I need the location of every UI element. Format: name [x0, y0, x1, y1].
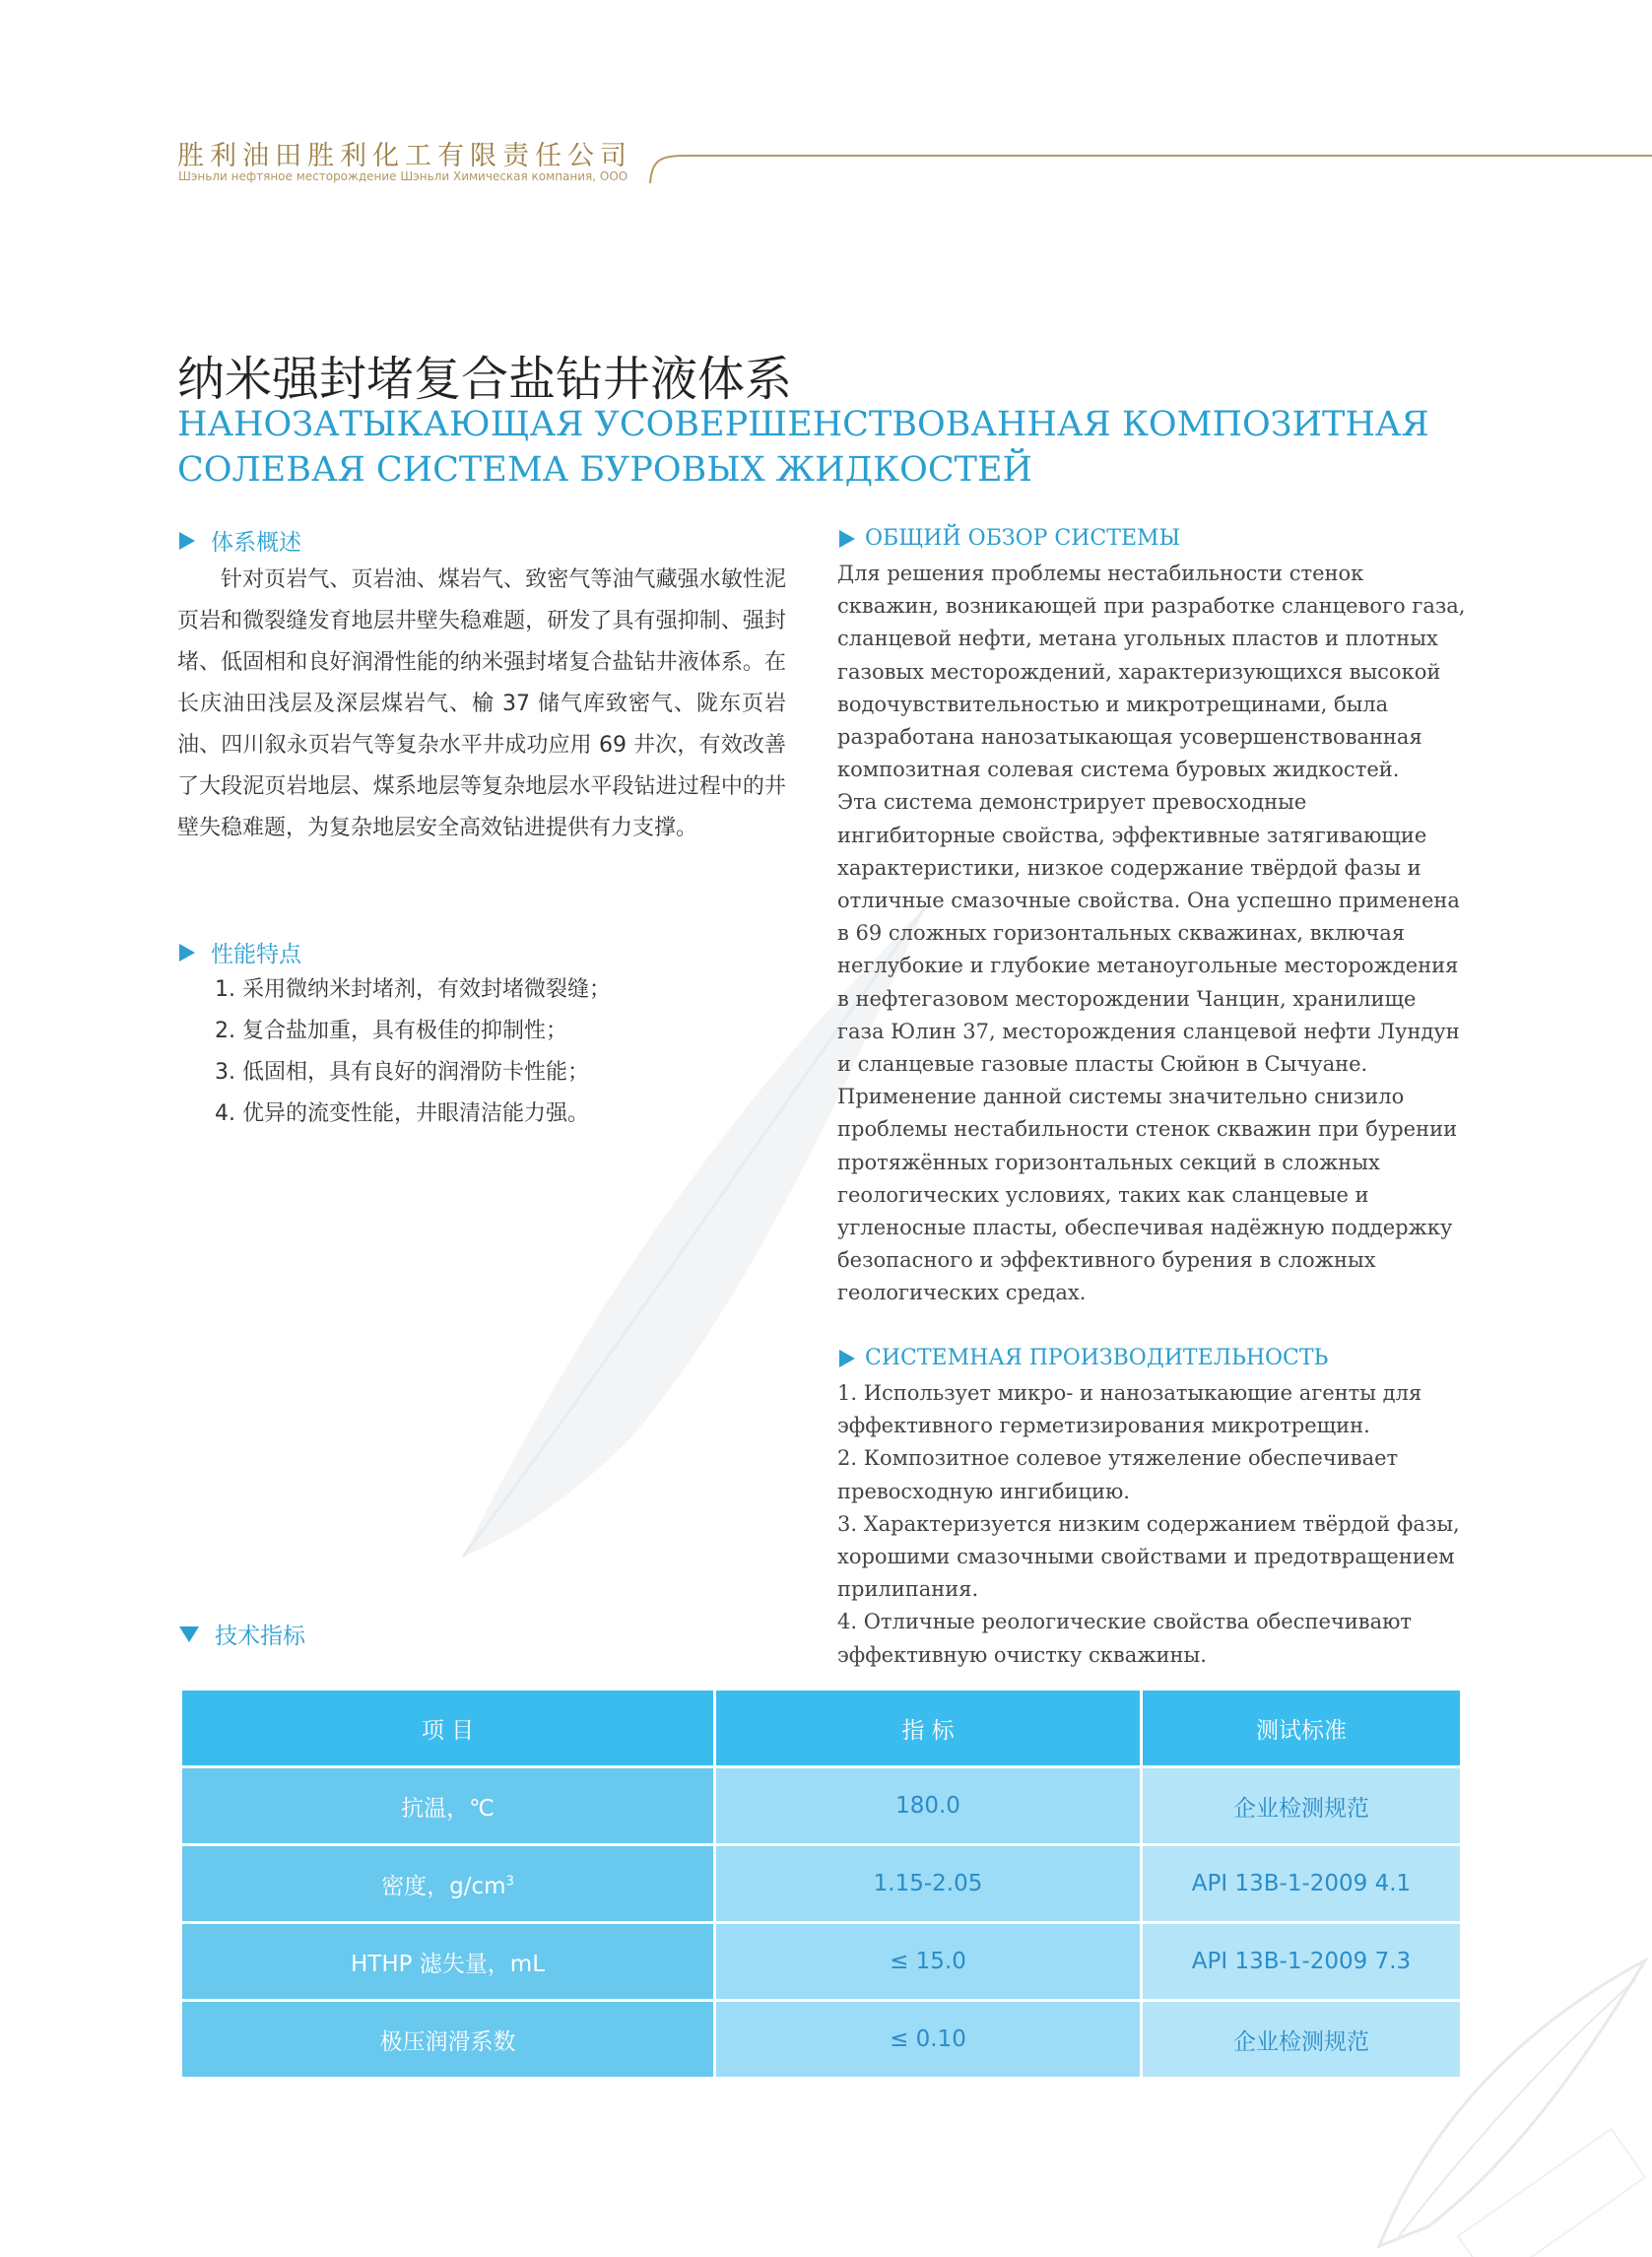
table-cell-value: 180.0	[715, 1767, 1142, 1845]
features-cn-list	[215, 969, 766, 1135]
table-cell-standard: API 13B-1-2009 4.1	[1142, 1845, 1462, 1923]
page-title-ru: НАНОЗАТЫКАЮЩАЯ УСОВЕРШЕНСТВОВАННАЯ КОМПОЗИТНАЯ СОЛЕВАЯ СИСТЕМА БУРОВЫХ ЖИДКОСТЕЙ	[177, 405, 1429, 490]
item-text: 密度，g/cm	[381, 1873, 506, 1899]
table-row	[181, 1767, 1462, 1845]
list-item: 4. Отличные реологические свойства обеспечивают эффективную очистку скважины.	[837, 1610, 1413, 1667]
list-item: 3. Характеризуется низким содержанием твёрдой фазы, хорошими смазочными свойствами и предотвращением прилипания.	[837, 1511, 1460, 1602]
overview-cn-heading-text: 体系概述	[211, 530, 301, 556]
overview-ru-heading	[839, 526, 1180, 551]
column-header: 测试标准	[1142, 1690, 1462, 1767]
list-item: 1. Использует микро- и нанозатыкающие агенты для эффективного герметизирования микротрещин.	[837, 1381, 1422, 1438]
tech-heading-text: 技术指标	[215, 1624, 305, 1649]
paragraph: Для решения проблемы нестабильности стенок скважин, возникающей при разработке сланцевого газа, сланцевой нефти, метана угольных пластов и плотных газовых месторождений, характеризующихся высокой водочувствительностью и микротрещинами, была разработана нанозатыкающая усовершенствованная композитная солевая система буровых жидкостей.	[837, 562, 1466, 782]
table-cell-value: 1.15-2.05	[715, 1845, 1142, 1923]
arrow-right-icon	[179, 944, 195, 962]
arrow-right-icon	[839, 530, 855, 548]
table-cell-item: 抗温，℃	[181, 1767, 715, 1845]
table-cell-standard: API 13B-1-2009 7.3	[1142, 1923, 1462, 2001]
list-item: 2. Композитное солевое утяжеление обеспечивает превосходную ингибицию.	[837, 1446, 1399, 1503]
performance-ru-heading-text: СИСТЕМНАЯ ПРОИЗВОДИТЕЛЬНОСТЬ	[865, 1346, 1329, 1370]
overview-cn-heading	[179, 524, 301, 557]
table-header-row	[181, 1690, 1462, 1767]
company-name-ru: Шэньли нефтяное месторождение Шэньли Химическая компания, ООО	[178, 169, 628, 183]
overview-ru-heading-text: ОБЩИЙ ОБЗОР СИСТЕМЫ	[865, 526, 1181, 551]
table-cell-value: ≤ 0.10	[715, 2001, 1142, 2079]
company-name-cn: 胜利油田胜利化工有限责任公司	[177, 141, 632, 171]
paragraph: Эта система демонстрирует превосходные ингибиторные свойства, эффективные затягивающие характеристики, низкое содержание твёрдой фазы и отличные смазочные свойства. Она успешно применена в 69 сложных горизонтальных скважинах, включая неглубокие и глубокие метаноугольные месторождения в нефтегазовом месторождении Чанцин, хранилище газа Юлин 37, месторождения сланцевой нефти Лундун и сланцевые газовые пласты Сюйюн в Сычуане.	[837, 790, 1460, 1077]
table-cell-item: HTHP 滤失量，mL	[181, 1923, 715, 2001]
item-superscript: 3	[505, 1873, 514, 1889]
tech-spec-table	[179, 1688, 1463, 2080]
table-row	[181, 1845, 1462, 1923]
arrow-right-icon	[179, 532, 195, 550]
table-row	[181, 1923, 1462, 2001]
table-cell-value: ≤ 15.0	[715, 1923, 1142, 2001]
overview-ru-body	[837, 558, 1468, 1310]
paragraph: Применение данной системы значительно снизило проблемы нестабильности стенок скважин при бурении протяжённых горизонтальных секций в сложных геологических условиях, таких как сланцевые и угленосные пласты, обеспечивая надёжную поддержку безопасного и эффективного бурения в сложных геологических средах.	[837, 1085, 1458, 1305]
table-cell-standard: 企业检测规范	[1142, 1767, 1462, 1845]
list-item: 1. 采用微纳米封堵剂，有效封堵微裂缝；	[215, 977, 611, 1002]
column-header: 指 标	[715, 1690, 1142, 1767]
arrow-right-icon	[839, 1350, 855, 1367]
table-row	[181, 2001, 1462, 2079]
list-item: 3. 低固相，具有良好的润滑防卡性能；	[215, 1060, 589, 1085]
page-title-cn: 纳米强封堵复合盐钻井液体系	[177, 352, 793, 407]
company-logo-watermark-icon	[1359, 1951, 1652, 2257]
features-cn-heading	[179, 936, 301, 968]
list-item: 4. 优异的流变性能，井眼清洁能力强。	[215, 1101, 589, 1126]
column-header: 项 目	[181, 1690, 715, 1767]
list-item: 2. 复合盐加重，具有极佳的抑制性；	[215, 1019, 567, 1043]
features-cn-heading-text: 性能特点	[211, 942, 301, 967]
table-cell-item: 极压润滑系数	[181, 2001, 715, 2079]
tech-heading	[179, 1618, 305, 1650]
performance-ru-heading	[839, 1346, 1328, 1370]
performance-ru-list	[837, 1377, 1468, 1672]
arrow-down-icon	[179, 1626, 199, 1642]
table-cell-standard: 企业检测规范	[1142, 2001, 1462, 2079]
table-cell-item	[181, 1845, 715, 1923]
overview-cn-body: 针对页岩气、页岩油、煤岩气、致密气等油气藏强水敏性泥页岩和微裂缝发育地层井壁失稳难题，研发了具有强抑制、强封堵、低固相和良好润滑性能的纳米强封堵复合盐钻井液体系。在长庆油田浅层及深层煤岩气、榆 37 储气库致密气、陇东页岩油、四川叙永页岩气等复杂水平井成功应用 69 井次，有效改善了大段泥页岩地层、煤系地层等复杂地层水平段钻进过程中的井壁失稳难题，为复杂地层安全高效钻进提供有力支撑。	[177, 567, 786, 840]
